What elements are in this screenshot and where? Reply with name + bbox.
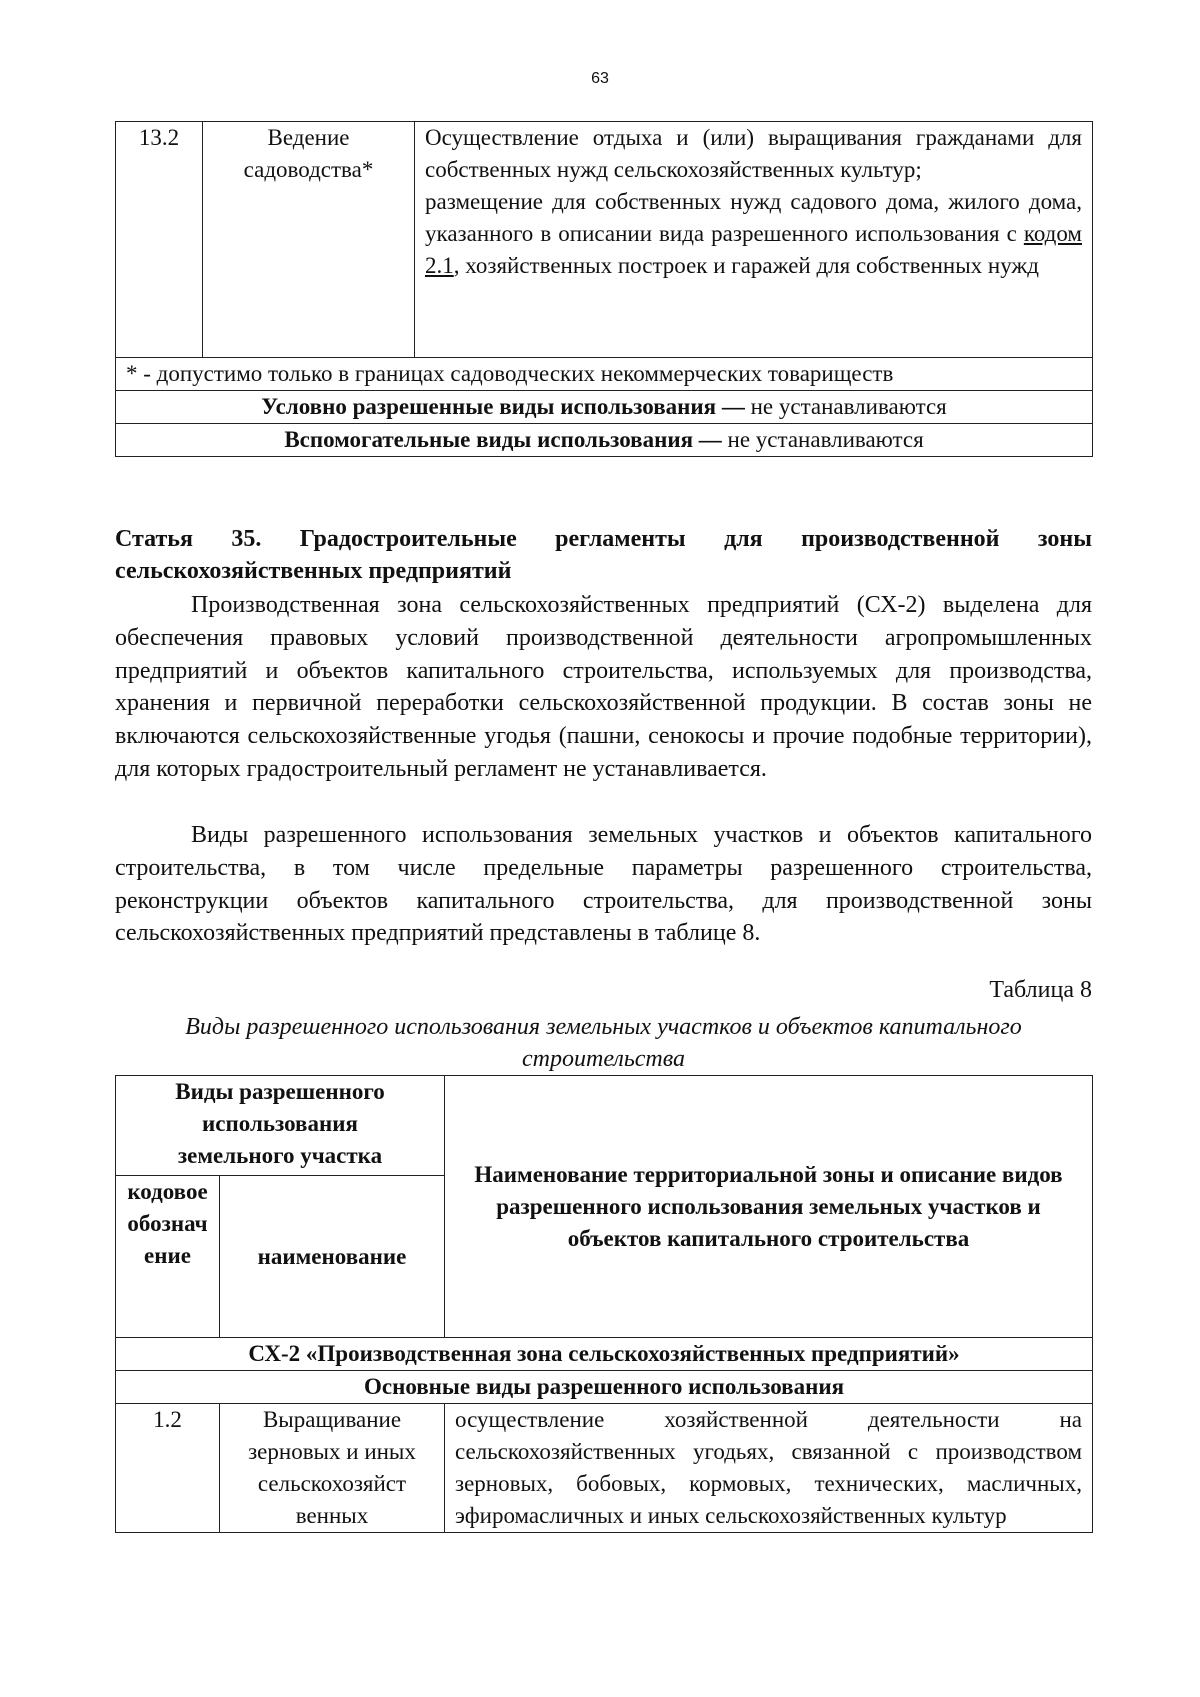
description-part2-end: , хозяйственных построек и гаражей для собственных нужд bbox=[453, 253, 1039, 278]
page-number: 63 bbox=[591, 70, 609, 87]
description-part2: размещение для собственных нужд садового дома, жилого дома, указанного в описании вида разрешенного использования с bbox=[425, 189, 1082, 246]
table-label: Таблица 8 bbox=[989, 977, 1092, 1003]
conditional-uses-status: не устанавливаются bbox=[744, 394, 947, 419]
conditional-uses bbox=[116, 391, 1093, 424]
row-code: 1.2 bbox=[116, 1404, 220, 1533]
table-row bbox=[116, 122, 1093, 358]
header-group: Виды разрешенного использования земельного участка bbox=[116, 1076, 445, 1176]
auxiliary-uses bbox=[116, 424, 1093, 457]
section-title: Основные виды разрешенного использования bbox=[116, 1371, 1093, 1404]
description-part1: Осуществление отдыха и (или) выращивания гражданами для собственных нужд сельскохозяйственных культур; bbox=[425, 125, 1082, 182]
row-description: осуществление хозяйственной деятельности на сельскохозяйственных угодьях, связанной с производством зерновых, бобовых, кормовых, технических, масличных, эфиромасличных и иных сельскохозяйственных культур bbox=[445, 1404, 1093, 1533]
footnote-row bbox=[116, 358, 1093, 391]
zone-title-row bbox=[116, 1338, 1093, 1371]
row-name: Выращивание зерновых и иных сельскохозяйст венных bbox=[220, 1404, 445, 1533]
conditional-uses-title: Условно разрешенные виды использования — bbox=[261, 394, 745, 419]
row-description bbox=[415, 122, 1093, 358]
row-code: 13.2 bbox=[116, 122, 203, 358]
paragraph-2: Виды разрешенного использования земельных участков и объектов капитального строительства, в том числе предельные параметры разрешенного строительства, реконструкции объектов капитального строительства, для производственной зоны сельскохозяйственных предприятий представлены в таблице 8. bbox=[115, 822, 1092, 947]
row-name: Ведение садоводства* bbox=[203, 122, 415, 358]
header-name: наименование bbox=[220, 1176, 445, 1338]
section-title-row bbox=[116, 1371, 1093, 1404]
header-code: кодовое обозначение bbox=[116, 1176, 220, 1338]
table-row bbox=[116, 1404, 1093, 1533]
auxiliary-uses-row bbox=[116, 424, 1093, 457]
conditional-uses-row bbox=[116, 391, 1093, 424]
paragraph-1: Производственная зона сельскохозяйственных предприятий (СХ-2) выделена для обеспечения правовых условий производственной деятельности агропромышленных предприятий и объектов капитального строительства, используемых для производства, хранения и первичной переработки сельскохозяйственной продукции. В состав зоны не включаются сельскохозяйственные угодья (пашни, сенокосы и прочие подобные территории), для которых градостроительный регламент не устанавливается. bbox=[115, 592, 1092, 782]
article-heading: Статья 35. Градостроительные регламенты для производственной зоны сельскохозяйственных предприятий bbox=[115, 526, 1092, 584]
header-description: Наименование территориальной зоны и описание видов разрешенного использования земельных участков и объектов капитального строительства bbox=[445, 1076, 1093, 1338]
code-link[interactable]: кодом 2.1 bbox=[425, 221, 1082, 278]
zone-title: СХ-2 «Производственная зона сельскохозяйственных предприятий» bbox=[116, 1338, 1093, 1371]
table-8 bbox=[115, 1075, 1093, 1533]
auxiliary-uses-title: Вспомогательные виды использования — bbox=[284, 427, 722, 452]
auxiliary-uses-status: не устанавливаются bbox=[721, 427, 924, 452]
table-caption: Виды разрешенного использования земельных участков и объектов капитального строительства bbox=[185, 1014, 1022, 1072]
footnote: * - допустимо только в границах садоводческих некоммерческих товариществ bbox=[116, 358, 1093, 391]
table-header-row bbox=[116, 1076, 1093, 1176]
top-table bbox=[115, 121, 1093, 457]
